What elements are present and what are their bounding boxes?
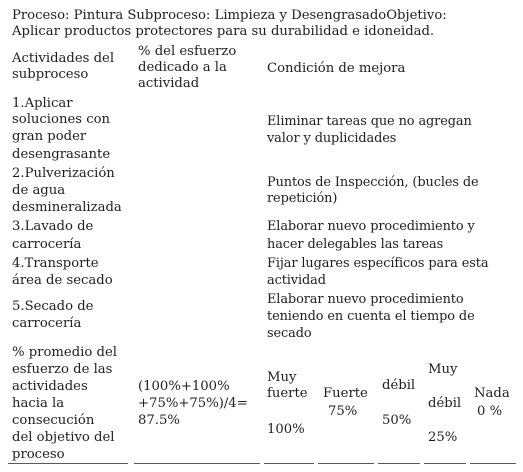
summary-formula-1: (100%+100%: [138, 379, 230, 394]
col-effort-header-3: actividad: [138, 76, 200, 91]
scale-very-strong-name-1: Muy: [267, 370, 297, 385]
bottom-rule-3: [264, 463, 314, 464]
row1-activity-1: 1.Aplicar: [12, 96, 73, 111]
col-effort-header-2: dedicado a la: [138, 60, 227, 75]
scale-weak-name: débil: [382, 378, 416, 393]
scale-very-weak-name-1: Muy: [428, 362, 458, 377]
row5-activity-1: 5.Secado de: [12, 299, 94, 314]
bottom-rule-4: [318, 463, 374, 464]
row1-improvement-1: Eliminar tareas que no agregan: [267, 114, 472, 129]
scale-very-weak-value: 25%: [428, 430, 458, 445]
col-effort-header-1: % del esfuerzo: [138, 44, 237, 59]
row1-activity-4: desengrasante: [12, 147, 111, 162]
summary-label-3: actividades: [12, 379, 88, 394]
row2-improvement-2: repetición): [267, 191, 338, 206]
scale-none-name: Nada: [474, 386, 510, 401]
scale-weak-value: 50%: [382, 413, 412, 428]
row5-activity-2: carrocería: [12, 316, 82, 331]
col-activities-header-1: Actividades del: [12, 51, 115, 66]
summary-formula-2: +75%+75%)/4=: [138, 396, 248, 411]
row1-activity-3: gran poder: [12, 129, 87, 144]
summary-label-4: hacia la: [12, 396, 65, 411]
row5-improvement-3: secado: [267, 326, 312, 341]
bottom-rule-5: [378, 463, 420, 464]
row5-improvement-2: teniendo en cuenta el tiempo de: [267, 309, 475, 324]
header-line-2: Aplicar productos protectores para su durabilidad e idoneidad.: [12, 24, 435, 39]
row2-activity-2: de agua: [12, 183, 66, 198]
scale-none-value: 0 %: [477, 404, 503, 419]
scale-very-weak-name-2: débil: [428, 396, 462, 411]
row3-improvement-1: Elaborar nuevo procedimiento y: [267, 219, 475, 234]
row1-improvement-2: valor y duplicidades: [267, 131, 397, 146]
row4-activity-1: 4.Transporte: [12, 256, 99, 271]
row5-improvement-1: Elaborar nuevo procedimiento: [267, 292, 464, 307]
header-line-1: Proceso: Pintura Subproceso: Limpieza y DesengrasadoObjetivo:: [12, 8, 447, 23]
summary-label-7: proceso: [12, 447, 65, 462]
row2-activity-3: desmineralizada: [12, 200, 122, 215]
summary-label-1: % promedio del: [12, 345, 117, 360]
row4-improvement-1: Fijar lugares específicos para esta: [267, 256, 489, 271]
row3-activity-2: carrocería: [12, 237, 82, 252]
col-activities-header-2: subproceso: [12, 67, 89, 82]
row3-improvement-2: hacer delegables las tareas: [267, 237, 444, 252]
row1-activity-2: soluciones con: [12, 112, 111, 127]
scale-very-strong-value: 100%: [267, 422, 305, 437]
row2-activity-1: 2.Pulverización: [12, 166, 115, 181]
summary-label-5: consecución: [12, 413, 95, 428]
scale-very-strong-name-2: fuerte: [267, 386, 308, 401]
scale-strong-name: Fuerte: [323, 386, 368, 401]
summary-label-6: del objetivo del: [12, 430, 115, 445]
row2-improvement-1: Puntos de Inspección, (bucles de: [267, 175, 479, 190]
row3-activity-1: 3.Lavado de: [12, 219, 94, 234]
summary-formula-3: 87.5%: [138, 413, 180, 428]
bottom-rule-2: [134, 463, 260, 464]
row4-improvement-2: actividad: [267, 273, 326, 288]
bottom-rule-6: [424, 463, 466, 464]
scale-strong-value: 75%: [328, 404, 358, 419]
summary-label-2: esfuerzo de las: [12, 362, 113, 377]
col-improvement-header: Condición de mejora: [267, 61, 406, 76]
row4-activity-2: área de secado: [12, 273, 113, 288]
bottom-rule-7: [470, 463, 516, 464]
bottom-rule-1: [8, 463, 128, 464]
